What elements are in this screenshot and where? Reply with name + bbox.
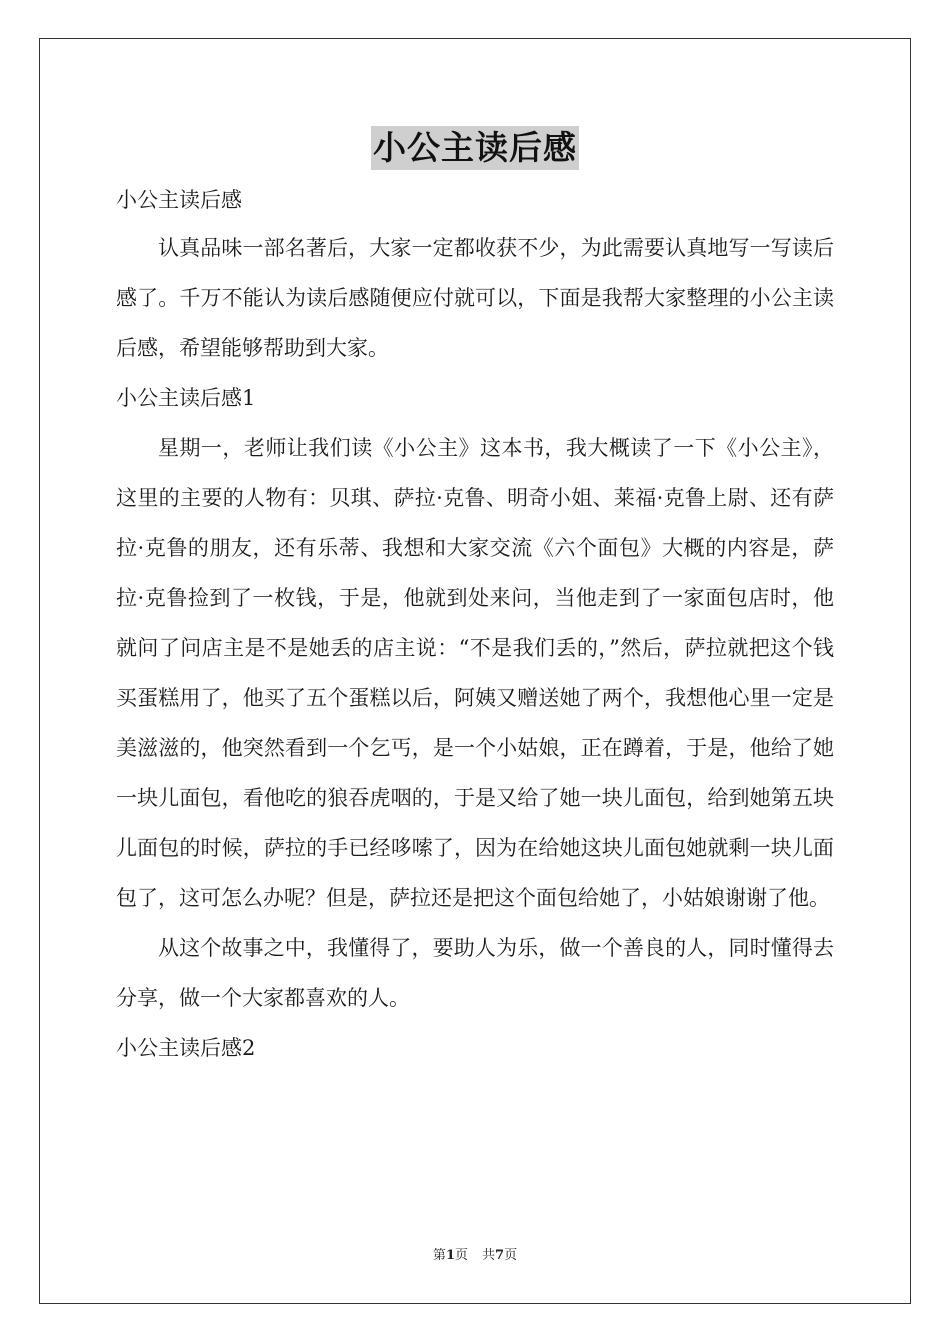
- section1-paragraph-2: 从这个故事之中，我懂得了，要助人为乐，做一个善良的人，同时懂得去分享，做一个大家都喜欢的人。: [116, 936, 834, 1010]
- section1-heading: 小公主读后感1: [116, 386, 256, 410]
- footer-total-pages: 7: [495, 1248, 505, 1263]
- footer-page-prefix: 第: [432, 1248, 446, 1263]
- footer-page-number: 1: [445, 1248, 455, 1263]
- footer-total-unit: 页: [504, 1248, 518, 1263]
- intro-paragraph: 认真品味一部名著后，大家一定都收获不少，为此需要认真地写一写读后感了。千万不能认为读后感随便应付就可以，下面是我帮大家整理的小公主读后感，希望能够帮助到大家。: [116, 236, 834, 360]
- title-container: [0, 126, 950, 170]
- section2-heading: 小公主读后感2: [116, 1036, 256, 1060]
- footer-page-unit: 页: [454, 1248, 468, 1263]
- page-footer: [0, 1247, 950, 1265]
- document-body: [116, 178, 834, 1071]
- footer-total-prefix: 共: [482, 1248, 496, 1263]
- document-title: 小公主读后感: [371, 126, 579, 170]
- section1-paragraph-1: 星期一，老师让我们读《小公主》这本书，我大概读了一下《小公主》，这里的主要的人物有：贝琪、萨拉·克鲁、明奇小姐、莱福·克鲁上尉、还有萨拉·克鲁的朋友，还有乐蒂、我想和大家交流《六个面包》大概的内容是，萨拉·克鲁捡到了一枚钱，于是，他就到处来问，当他走到了一家面包店时，他就问了问店主是不是她丢的店主说：“不是我们丢的，”然后，萨拉就把这个钱买蛋糕用了，他买了五个蛋糕以后，阿姨又赠送她了两个，我想他心里一定是美滋滋的，他突然看到一个乞丐，是一个小姑娘，正在蹲着，于是，他给了她一块儿面包，看他吃的狼吞虎咽的，于是又给了她一块儿面包，给到她第五块儿面包的时候，萨拉的手已经哆嗦了，因为在给她这块儿面包她就剩一块儿面包了，这可怎么办呢？但是，萨拉还是把这个面包给她了，小姑娘谢谢了他。: [116, 436, 834, 910]
- document-subtitle: 小公主读后感: [116, 188, 242, 212]
